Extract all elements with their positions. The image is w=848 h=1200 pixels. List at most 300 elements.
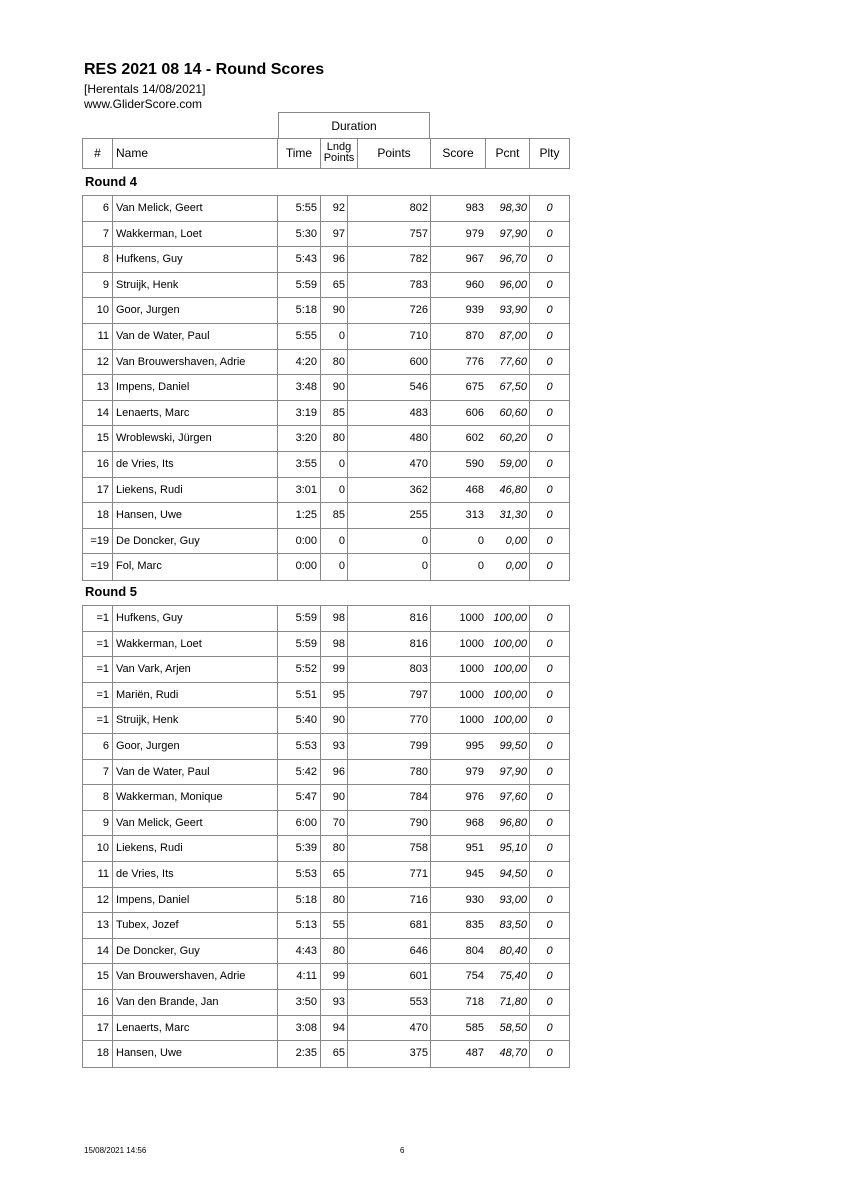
- cell-landing-points: 93: [321, 990, 348, 1015]
- table-row: [83, 452, 569, 478]
- cell-position: 7: [83, 760, 113, 785]
- cell-percent: 97,90: [486, 760, 530, 785]
- cell-points: 816: [348, 606, 431, 631]
- col-time-header: Time: [278, 139, 321, 168]
- cell-points: 790: [348, 811, 431, 836]
- cell-landing-points: 90: [321, 708, 348, 733]
- cell-landing-points: 99: [321, 657, 348, 682]
- cell-score: 602: [465, 432, 484, 445]
- cell-time: 2:35: [278, 1041, 321, 1067]
- cell-score: 590: [465, 457, 484, 470]
- cell-points: 375: [348, 1041, 431, 1067]
- cell-penalty: 0: [546, 381, 553, 394]
- table-row: [83, 734, 569, 760]
- cell-penalty: 0: [546, 765, 553, 778]
- cell-landing-points: 97: [321, 222, 348, 247]
- cell-points: 757: [348, 222, 431, 247]
- cell-percent: 31,30: [486, 503, 530, 528]
- cell-penalty: 0: [546, 355, 553, 368]
- cell-name: Van den Brande, Jan: [113, 990, 278, 1015]
- cell-time: 5:59: [278, 606, 321, 631]
- table-row: [83, 426, 569, 452]
- cell-points: 799: [348, 734, 431, 759]
- cell-penalty: 0: [546, 509, 553, 522]
- cell-time: 3:50: [278, 990, 321, 1015]
- cell-score: 930: [465, 893, 484, 906]
- cell-name: Van Vark, Arjen: [113, 657, 278, 682]
- round-4-table: [82, 195, 570, 581]
- cell-landing-points: 80: [321, 836, 348, 861]
- col-plty-header: Plty: [539, 146, 560, 160]
- cell-landing-points: 93: [321, 734, 348, 759]
- cell-time: 5:13: [278, 913, 321, 938]
- cell-position: 16: [83, 990, 113, 1015]
- cell-penalty: 0: [546, 227, 553, 240]
- table-row: [83, 708, 569, 734]
- table-row: [83, 196, 569, 222]
- cell-name: Tubex, Jozef: [113, 913, 278, 938]
- cell-percent: 94,50: [486, 862, 530, 887]
- cell-penalty: 0: [546, 534, 553, 547]
- cell-points: 816: [348, 632, 431, 657]
- cell-landing-points: 70: [321, 811, 348, 836]
- cell-landing-points: 96: [321, 760, 348, 785]
- cell-time: 0:00: [278, 554, 321, 580]
- cell-points: 710: [348, 324, 431, 349]
- cell-position: 17: [83, 1016, 113, 1041]
- cell-score: 976: [465, 791, 484, 804]
- table-row: [83, 1041, 569, 1067]
- cell-time: 4:43: [278, 939, 321, 964]
- cell-percent: 60,20: [486, 426, 530, 451]
- cell-position: 17: [83, 478, 113, 503]
- cell-name: Wakkerman, Monique: [113, 785, 278, 810]
- cell-position: 16: [83, 452, 113, 477]
- cell-penalty: 0: [546, 202, 553, 214]
- col-pcnt-header: Pcnt: [486, 139, 530, 168]
- cell-penalty: 0: [546, 278, 553, 291]
- table-row: [83, 350, 569, 376]
- cell-percent: 67,50: [486, 375, 530, 400]
- cell-name: Lenaerts, Marc: [113, 401, 278, 426]
- lndg-header-line1: Lndg: [326, 141, 352, 153]
- cell-position: 18: [83, 503, 113, 528]
- cell-points: 483: [348, 401, 431, 426]
- cell-score: 960: [465, 278, 484, 291]
- cell-points: 470: [348, 1016, 431, 1041]
- cell-time: 5:18: [278, 298, 321, 323]
- table-row: [83, 1016, 569, 1042]
- cell-time: 3:48: [278, 375, 321, 400]
- cell-points: 546: [348, 375, 431, 400]
- cell-name: Liekens, Rudi: [113, 478, 278, 503]
- cell-name: De Doncker, Guy: [113, 939, 278, 964]
- cell-percent: 96,80: [486, 811, 530, 836]
- cell-percent: 48,70: [486, 1041, 530, 1067]
- duration-group-header: Duration: [278, 112, 430, 138]
- cell-time: 5:53: [278, 862, 321, 887]
- cell-landing-points: 0: [321, 478, 348, 503]
- cell-points: 797: [348, 683, 431, 708]
- cell-name: Van Melick, Geert: [113, 811, 278, 836]
- cell-name: Van Brouwershaven, Adrie: [113, 350, 278, 375]
- cell-position: =1: [83, 683, 113, 708]
- cell-landing-points: 80: [321, 939, 348, 964]
- cell-name: Struijk, Henk: [113, 708, 278, 733]
- cell-name: Liekens, Rudi: [113, 836, 278, 861]
- table-row: [83, 529, 569, 555]
- cell-points: 601: [348, 964, 431, 989]
- cell-name: Impens, Daniel: [113, 888, 278, 913]
- table-row: [83, 298, 569, 324]
- cell-percent: 98,30: [486, 196, 530, 221]
- cell-position: 13: [83, 375, 113, 400]
- cell-points: 0: [348, 529, 431, 554]
- cell-points: 255: [348, 503, 431, 528]
- cell-name: Wroblewski, Jürgen: [113, 426, 278, 451]
- cell-penalty: 0: [546, 919, 553, 932]
- cell-score: 995: [465, 739, 484, 752]
- cell-position: =1: [83, 632, 113, 657]
- cell-name: Mariën, Rudi: [113, 683, 278, 708]
- cell-time: 5:42: [278, 760, 321, 785]
- cell-penalty: 0: [546, 329, 553, 342]
- cell-percent: 75,40: [486, 964, 530, 989]
- cell-name: Van Melick, Geert: [113, 196, 278, 221]
- table-row: [83, 913, 569, 939]
- cell-penalty: 0: [546, 612, 553, 624]
- cell-score: 675: [465, 381, 484, 394]
- cell-name: Goor, Jurgen: [113, 734, 278, 759]
- cell-time: 5:55: [278, 196, 321, 221]
- cell-score: 718: [465, 995, 484, 1008]
- cell-landing-points: 0: [321, 529, 348, 554]
- cell-time: 5:55: [278, 324, 321, 349]
- cell-position: 18: [83, 1041, 113, 1067]
- cell-penalty: 0: [546, 663, 553, 676]
- cell-score: 1000: [459, 637, 484, 650]
- cell-percent: 100,00: [486, 657, 530, 682]
- col-points-header: Points: [358, 139, 431, 168]
- cell-percent: 0,00: [486, 529, 530, 554]
- cell-points: 681: [348, 913, 431, 938]
- cell-name: Lenaerts, Marc: [113, 1016, 278, 1041]
- cell-position: 6: [83, 196, 113, 221]
- cell-landing-points: 98: [321, 632, 348, 657]
- table-row: [83, 632, 569, 658]
- cell-score: 804: [465, 944, 484, 957]
- cell-position: 6: [83, 734, 113, 759]
- table-row: [83, 964, 569, 990]
- cell-landing-points: 55: [321, 913, 348, 938]
- cell-score: 967: [465, 253, 484, 266]
- cell-position: 9: [83, 811, 113, 836]
- cell-landing-points: 65: [321, 273, 348, 298]
- cell-points: 362: [348, 478, 431, 503]
- cell-score: 468: [465, 483, 484, 496]
- cell-score: 939: [465, 304, 484, 317]
- cell-time: 5:59: [278, 632, 321, 657]
- cell-position: 13: [83, 913, 113, 938]
- cell-name: Fol, Marc: [113, 554, 278, 580]
- cell-name: Goor, Jurgen: [113, 298, 278, 323]
- table-row: [83, 554, 569, 580]
- cell-time: 4:11: [278, 964, 321, 989]
- cell-position: 14: [83, 939, 113, 964]
- cell-penalty: 0: [546, 970, 553, 983]
- col-pos-header: #: [83, 139, 113, 168]
- cell-percent: 71,80: [486, 990, 530, 1015]
- cell-position: 11: [83, 862, 113, 887]
- cell-name: Struijk, Henk: [113, 273, 278, 298]
- cell-score: 945: [465, 867, 484, 880]
- table-row: [83, 503, 569, 529]
- cell-points: 553: [348, 990, 431, 1015]
- cell-name: Hansen, Uwe: [113, 1041, 278, 1067]
- cell-landing-points: 65: [321, 1041, 348, 1067]
- cell-time: 5:18: [278, 888, 321, 913]
- cell-position: 15: [83, 426, 113, 451]
- cell-penalty: 0: [546, 637, 553, 650]
- cell-penalty: 0: [546, 944, 553, 957]
- cell-score: 1000: [459, 688, 484, 701]
- cell-penalty: 0: [546, 1021, 553, 1034]
- table-row: [83, 939, 569, 965]
- cell-position: 7: [83, 222, 113, 247]
- cell-score: 0: [477, 534, 484, 547]
- cell-landing-points: 90: [321, 375, 348, 400]
- cell-score: 983: [465, 202, 484, 214]
- cell-position: =19: [83, 529, 113, 554]
- cell-time: 3:20: [278, 426, 321, 451]
- cell-percent: 97,90: [486, 222, 530, 247]
- cell-position: 8: [83, 247, 113, 272]
- cell-score: 585: [465, 1021, 484, 1034]
- cell-name: Hufkens, Guy: [113, 606, 278, 631]
- cell-points: 600: [348, 350, 431, 375]
- cell-landing-points: 92: [321, 196, 348, 221]
- table-row: [83, 811, 569, 837]
- cell-time: 5:52: [278, 657, 321, 682]
- cell-position: 8: [83, 785, 113, 810]
- cell-points: 770: [348, 708, 431, 733]
- cell-points: 782: [348, 247, 431, 272]
- cell-score: 1000: [459, 663, 484, 676]
- cell-time: 5:53: [278, 734, 321, 759]
- cell-points: 784: [348, 785, 431, 810]
- cell-position: 9: [83, 273, 113, 298]
- cell-time: 5:30: [278, 222, 321, 247]
- cell-time: 5:43: [278, 247, 321, 272]
- round-5-label: Round 5: [85, 584, 137, 599]
- cell-penalty: 0: [546, 406, 553, 419]
- cell-penalty: 0: [546, 816, 553, 829]
- cell-score: 951: [465, 842, 484, 855]
- cell-landing-points: 85: [321, 503, 348, 528]
- page-title: RES 2021 08 14 - Round Scores: [84, 61, 325, 78]
- cell-percent: 99,50: [486, 734, 530, 759]
- cell-name: Hansen, Uwe: [113, 503, 278, 528]
- cell-time: 5:59: [278, 273, 321, 298]
- cell-penalty: 0: [546, 995, 553, 1008]
- cell-position: =19: [83, 554, 113, 580]
- cell-landing-points: 96: [321, 247, 348, 272]
- cell-name: Hufkens, Guy: [113, 247, 278, 272]
- table-row: [83, 836, 569, 862]
- cell-penalty: 0: [546, 560, 553, 573]
- cell-position: 15: [83, 964, 113, 989]
- cell-percent: 58,50: [486, 1016, 530, 1041]
- cell-landing-points: 0: [321, 554, 348, 580]
- cell-percent: 100,00: [486, 606, 530, 631]
- cell-score: 870: [465, 329, 484, 342]
- cell-penalty: 0: [546, 867, 553, 880]
- cell-name: Wakkerman, Loet: [113, 222, 278, 247]
- cell-landing-points: 85: [321, 401, 348, 426]
- cell-time: 5:51: [278, 683, 321, 708]
- cell-name: de Vries, Its: [113, 452, 278, 477]
- cell-penalty: 0: [546, 739, 553, 752]
- cell-time: 5:40: [278, 708, 321, 733]
- table-header: [82, 138, 570, 169]
- cell-landing-points: 98: [321, 606, 348, 631]
- cell-points: 771: [348, 862, 431, 887]
- cell-position: 12: [83, 888, 113, 913]
- cell-points: 758: [348, 836, 431, 861]
- table-row: [83, 760, 569, 786]
- round-4-label: Round 4: [85, 174, 137, 189]
- round-5-table: [82, 605, 570, 1068]
- cell-score: 487: [465, 1047, 484, 1060]
- cell-penalty: 0: [546, 688, 553, 701]
- cell-percent: 95,10: [486, 836, 530, 861]
- cell-time: 3:55: [278, 452, 321, 477]
- cell-percent: 100,00: [486, 683, 530, 708]
- cell-name: Van Brouwershaven, Adrie: [113, 964, 278, 989]
- cell-landing-points: 80: [321, 350, 348, 375]
- cell-percent: 60,60: [486, 401, 530, 426]
- table-row: [83, 888, 569, 914]
- cell-position: 10: [83, 836, 113, 861]
- cell-score: 0: [477, 560, 484, 573]
- cell-time: 3:19: [278, 401, 321, 426]
- cell-points: 783: [348, 273, 431, 298]
- cell-score: 754: [465, 970, 484, 983]
- cell-percent: 77,60: [486, 350, 530, 375]
- cell-penalty: 0: [546, 893, 553, 906]
- cell-time: 0:00: [278, 529, 321, 554]
- cell-penalty: 0: [546, 432, 553, 445]
- cell-landing-points: 80: [321, 426, 348, 451]
- cell-position: 14: [83, 401, 113, 426]
- cell-time: 1:25: [278, 503, 321, 528]
- cell-position: 10: [83, 298, 113, 323]
- table-row: [83, 862, 569, 888]
- cell-penalty: 0: [546, 791, 553, 804]
- cell-landing-points: 99: [321, 964, 348, 989]
- cell-penalty: 0: [546, 714, 553, 727]
- cell-landing-points: 95: [321, 683, 348, 708]
- cell-points: 470: [348, 452, 431, 477]
- cell-points: 646: [348, 939, 431, 964]
- cell-name: De Doncker, Guy: [113, 529, 278, 554]
- cell-percent: 93,90: [486, 298, 530, 323]
- lndg-header-line2: Points: [323, 152, 355, 164]
- table-row: [83, 247, 569, 273]
- cell-position: 11: [83, 324, 113, 349]
- table-row: [83, 401, 569, 427]
- cell-percent: 100,00: [486, 708, 530, 733]
- cell-penalty: 0: [546, 483, 553, 496]
- cell-name: Van de Water, Paul: [113, 760, 278, 785]
- col-score-header: Score: [431, 139, 486, 168]
- cell-points: 780: [348, 760, 431, 785]
- cell-percent: 97,60: [486, 785, 530, 810]
- cell-score: 776: [465, 355, 484, 368]
- cell-score: 313: [465, 509, 484, 522]
- cell-landing-points: 80: [321, 888, 348, 913]
- cell-score: 1000: [459, 714, 484, 727]
- cell-percent: 83,50: [486, 913, 530, 938]
- website-link: www.GliderScore.com: [84, 97, 203, 111]
- cell-time: 3:08: [278, 1016, 321, 1041]
- cell-percent: 59,00: [486, 452, 530, 477]
- table-row: [83, 222, 569, 248]
- cell-penalty: 0: [546, 1047, 553, 1060]
- cell-time: 4:20: [278, 350, 321, 375]
- table-row: [83, 990, 569, 1016]
- cell-points: 716: [348, 888, 431, 913]
- cell-landing-points: 90: [321, 298, 348, 323]
- cell-position: 12: [83, 350, 113, 375]
- cell-points: 480: [348, 426, 431, 451]
- cell-time: 6:00: [278, 811, 321, 836]
- cell-score: 1000: [459, 612, 484, 624]
- footer-page-number: 6: [400, 1146, 405, 1155]
- table-row: [83, 478, 569, 504]
- cell-percent: 96,70: [486, 247, 530, 272]
- cell-points: 802: [348, 196, 431, 221]
- cell-score: 835: [465, 919, 484, 932]
- table-row: [83, 606, 569, 632]
- cell-points: 726: [348, 298, 431, 323]
- cell-landing-points: 0: [321, 324, 348, 349]
- cell-penalty: 0: [546, 842, 553, 855]
- cell-penalty: 0: [546, 304, 553, 317]
- cell-points: 0: [348, 554, 431, 580]
- cell-penalty: 0: [546, 457, 553, 470]
- table-row: [83, 273, 569, 299]
- cell-points: 803: [348, 657, 431, 682]
- table-row: [83, 785, 569, 811]
- cell-penalty: 0: [546, 253, 553, 266]
- cell-landing-points: 0: [321, 452, 348, 477]
- cell-percent: 0,00: [486, 554, 530, 580]
- cell-time: 5:47: [278, 785, 321, 810]
- cell-name: de Vries, Its: [113, 862, 278, 887]
- cell-percent: 46,80: [486, 478, 530, 503]
- col-name-header: Name: [113, 139, 278, 168]
- cell-name: Wakkerman, Loet: [113, 632, 278, 657]
- cell-landing-points: 94: [321, 1016, 348, 1041]
- cell-percent: 96,00: [486, 273, 530, 298]
- col-lndg-header: [321, 139, 358, 168]
- cell-time: 3:01: [278, 478, 321, 503]
- cell-percent: 100,00: [486, 632, 530, 657]
- cell-position: =1: [83, 708, 113, 733]
- table-row: [83, 657, 569, 683]
- cell-landing-points: 90: [321, 785, 348, 810]
